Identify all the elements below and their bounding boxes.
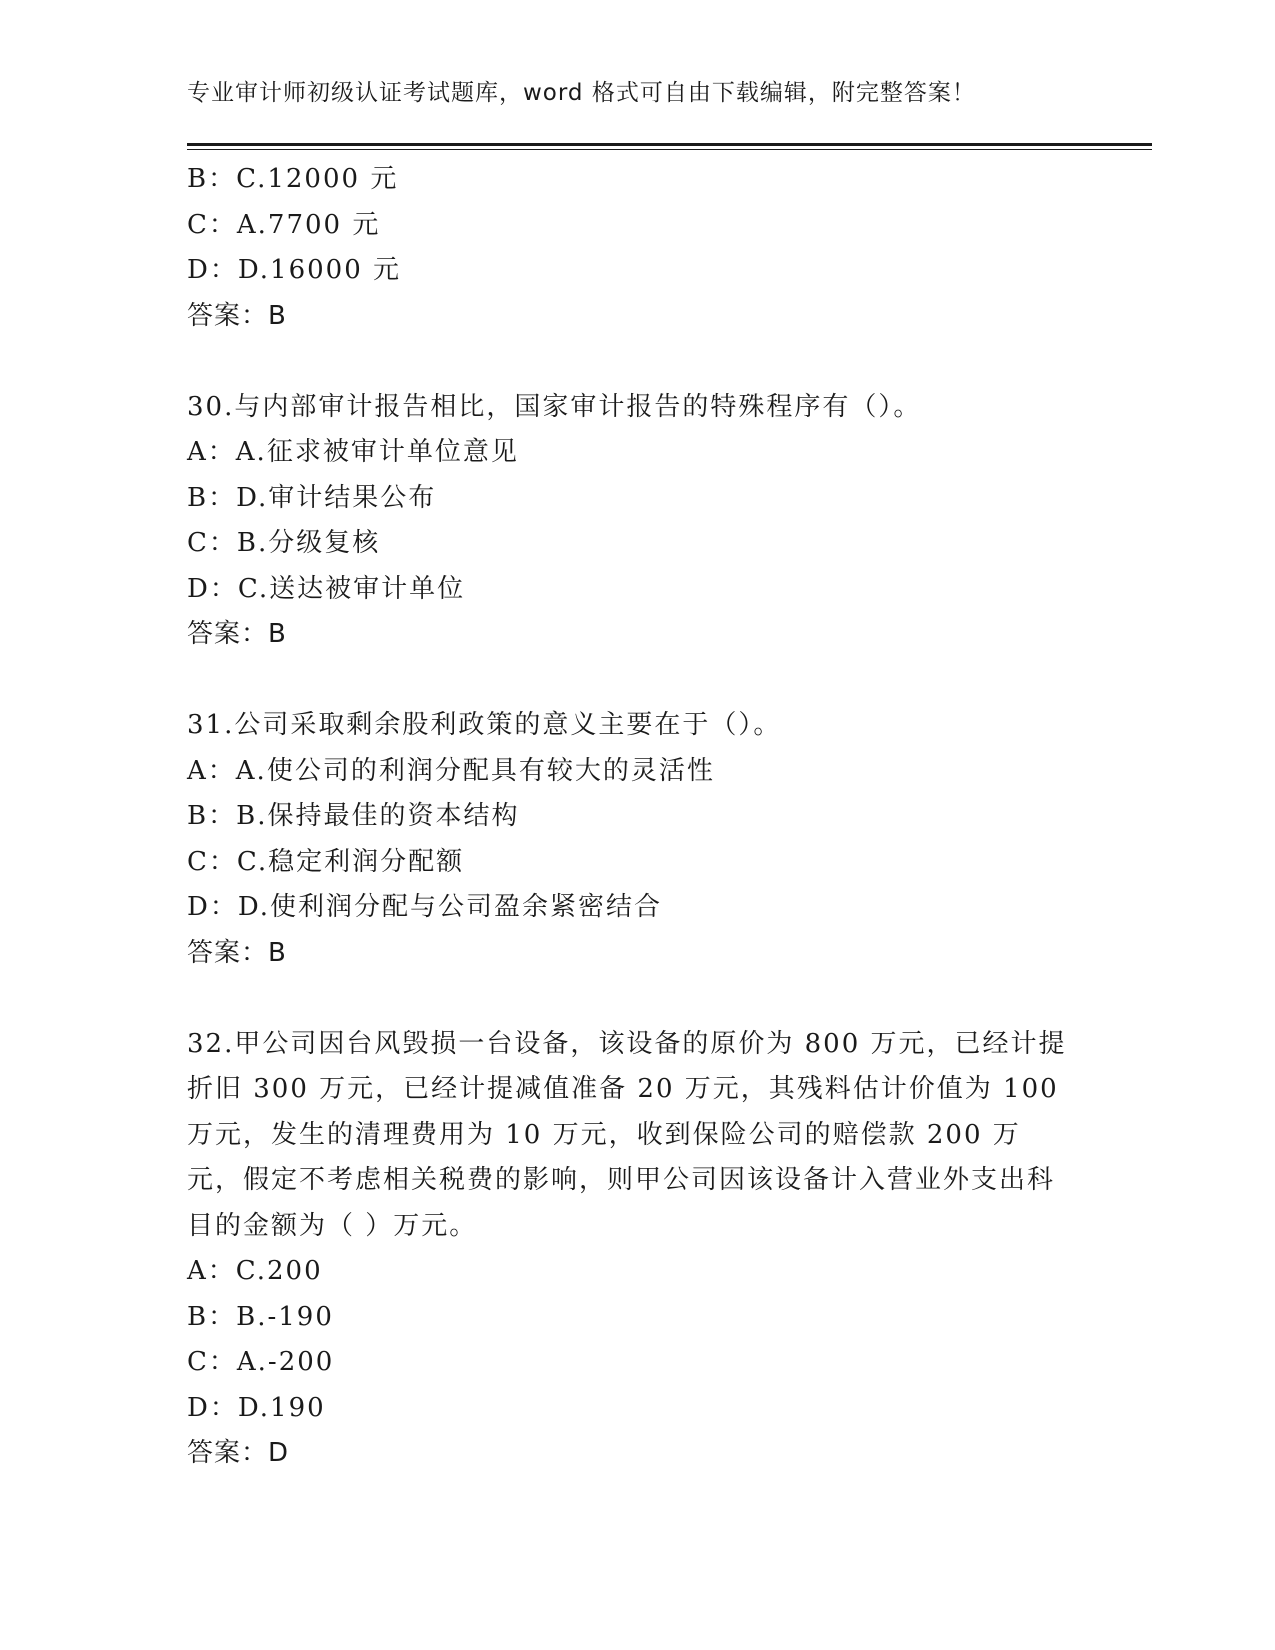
option-b: B：C.12000 元 (187, 164, 399, 194)
option-a: A：C.200 (187, 1256, 323, 1286)
option-d: D：C.送达被审计单位 (187, 573, 466, 604)
question-content (187, 157, 1087, 1477)
answer-line: 答案：B (187, 937, 287, 968)
question-stem: 31.公司采取剩余股利政策的意义主要在于（）。 (187, 710, 782, 740)
answer-line: 答案：B (187, 300, 287, 331)
option-d: D：D.使利润分配与公司盈余紧密结合 (187, 892, 663, 922)
question-continuation (187, 157, 1087, 339)
question-31 (187, 703, 1087, 976)
option-b: B：D.审计结果公布 (187, 482, 437, 513)
option-a: A：A.使公司的利润分配具有较大的灵活性 (187, 755, 715, 786)
spacer (187, 658, 1087, 704)
option-a: A：A.征求被审计单位意见 (187, 437, 519, 467)
option-c: C：C.稳定利润分配额 (187, 846, 465, 877)
option-d: D：D.190 (187, 1392, 326, 1423)
question-32 (187, 1022, 1087, 1477)
spacer (187, 976, 1087, 1022)
option-d: D：D.16000 元 (187, 255, 402, 285)
spacer (187, 339, 1087, 385)
header-divider-thick (187, 143, 1152, 146)
question-30 (187, 385, 1087, 658)
question-stem: 32.甲公司因台风毁损一台设备，该设备的原价为 800 万元，已经计提折旧 300 万元，已经计提减值准备 20 万元，其残料估计价值为 100 万元，发生的清理费用为 10 万元，收到保险公司的赔偿款 200 万元，假定不考虑相关税费的影响，则甲公司因该设备计入营业外支出科目的金额为（ ）万元。 (187, 1028, 1067, 1241)
option-c: C：A.-200 (187, 1347, 335, 1377)
answer-line: 答案：D (187, 1438, 290, 1468)
option-b: B：B.保持最佳的资本结构 (187, 801, 520, 831)
option-c: C：B.分级复核 (187, 528, 381, 558)
option-b: B：B.-190 (187, 1301, 334, 1332)
header-divider-thin (187, 149, 1152, 150)
answer-line: 答案：B (187, 619, 287, 649)
option-c: C：A.7700 元 (187, 209, 381, 240)
page-header: 专业审计师初级认证考试题库，word 格式可自由下载编辑，附完整答案！ (187, 80, 976, 106)
question-stem: 30.与内部审计报告相比，国家审计报告的特殊程序有（）。 (187, 391, 922, 422)
